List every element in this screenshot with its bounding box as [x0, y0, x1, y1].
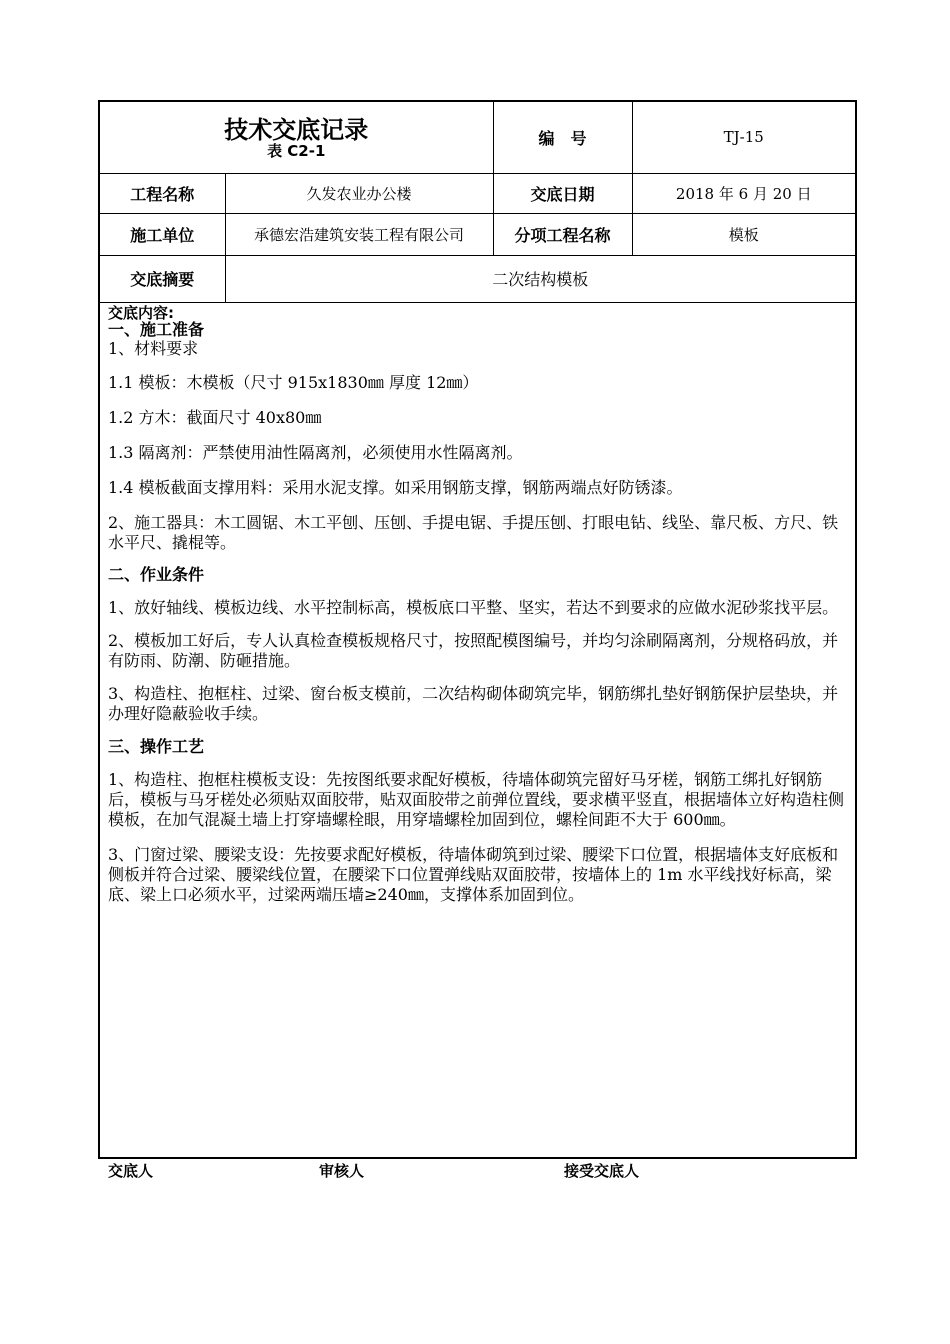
receiver-label: 接受交底人: [564, 1162, 640, 1180]
project-value: 久发农业办公楼: [225, 173, 493, 213]
unit-row: [100, 213, 855, 255]
date-value: 2018 年 6 月 20 日: [632, 173, 855, 213]
paragraph-2-2: 2、模板加工好后，专人认真检查模板规格尺寸，按照配模图编号，并均匀涂刷隔离剂，分规格码放，并有防雨、防潮、防砸措施。: [108, 630, 839, 670]
unit-value: 承德宏浩建筑安装工程有限公司: [225, 213, 493, 255]
number-label: 编 号: [493, 102, 632, 173]
subproject-label: 分项工程名称: [493, 213, 632, 255]
paragraph-3-3: 3、门窗过梁、腰梁支设：先按要求配好模板，待墙体砌筑到过梁、腰梁下口位置，根据墙体支好底板和侧板并符合过梁、腰梁线位置，在腰梁下口位置弹线贴双面胶带，按墙体上的 1m 水平线找好标高，梁底、梁上口必须水平，过梁两端压墙≥240㎜，支撑体系加固到位。: [108, 844, 839, 904]
number-value: TJ-15: [632, 102, 855, 173]
content-intro: 交底内容:: [108, 303, 174, 322]
section-heading-3: 三、操作工艺: [108, 736, 205, 756]
summary-label: 交底摘要: [100, 255, 225, 302]
section-heading-1: 一、施工准备: [108, 319, 205, 339]
date-label: 交底日期: [493, 173, 632, 213]
summary-row: [100, 255, 855, 302]
unit-label: 施工单位: [100, 213, 225, 255]
title-row: [100, 102, 855, 173]
paragraph-1-1: 1、材料要求: [108, 338, 199, 358]
record-form: [98, 100, 857, 1159]
subproject-value: 模板: [632, 213, 855, 255]
summary-value: 二次结构模板: [225, 255, 855, 302]
paragraph-2-1: 1、放好轴线、模板边线、水平控制标高，模板底口平整、坚实，若达不到要求的应做水泥砂浆找平层。: [108, 597, 839, 617]
paragraph-1-1-3: 1.3 隔离剂：严禁使用油性隔离剂，必须使用水性隔离剂。: [108, 442, 523, 462]
paragraph-1-1-4: 1.4 模板截面支撑用料：采用水泥支撑。如采用钢筋支撑，钢筋两端点好防锈漆。: [108, 477, 683, 497]
presenter-label: 交底人: [108, 1162, 154, 1180]
paragraph-3-1: 1、构造柱、抱框柱模板支设：先按图纸要求配好模板，待墙体砌筑完留好马牙槎，钢筋工绑扎好钢筋后，模板与马牙槎处必须贴双面胶带，贴双面胶带之前弹位置线，要求横平竖直，根据墙体立好构造柱侧模板，在加气混凝土墙上打穿墙螺栓眼，用穿墙螺栓加固到位，螺栓间距不大于 600㎜。: [108, 769, 845, 829]
form-subtitle: 表 C2-1: [267, 142, 326, 161]
paragraph-1-2: 2、施工器具：木工圆锯、木工平刨、压刨、手提电锯、手提压刨、打眼电钻、线坠、靠尺板、方尺、铁水平尺、撬棍等。: [108, 512, 839, 552]
content-body: [100, 303, 855, 905]
form-title: 技术交底记录: [224, 116, 369, 145]
paragraph-1-1-1: 1.1 模板：木模板（尺寸 915x1830㎜ 厚度 12㎜）: [108, 372, 479, 392]
header-table: [100, 102, 855, 303]
reviewer-label: 审核人: [319, 1162, 365, 1180]
project-row: [100, 173, 855, 213]
paragraph-2-3: 3、构造柱、抱框柱、过梁、窗台板支模前，二次结构砌体砌筑完毕，钢筋绑扎垫好钢筋保护层垫块，并办理好隐蔽验收手续。: [108, 683, 839, 723]
signature-row: [108, 1160, 828, 1182]
section-heading-2: 二、作业条件: [108, 564, 205, 584]
title-cell: [100, 102, 493, 173]
paragraph-1-1-2: 1.2 方木：截面尺寸 40x80㎜: [108, 407, 322, 427]
project-label: 工程名称: [100, 173, 225, 213]
